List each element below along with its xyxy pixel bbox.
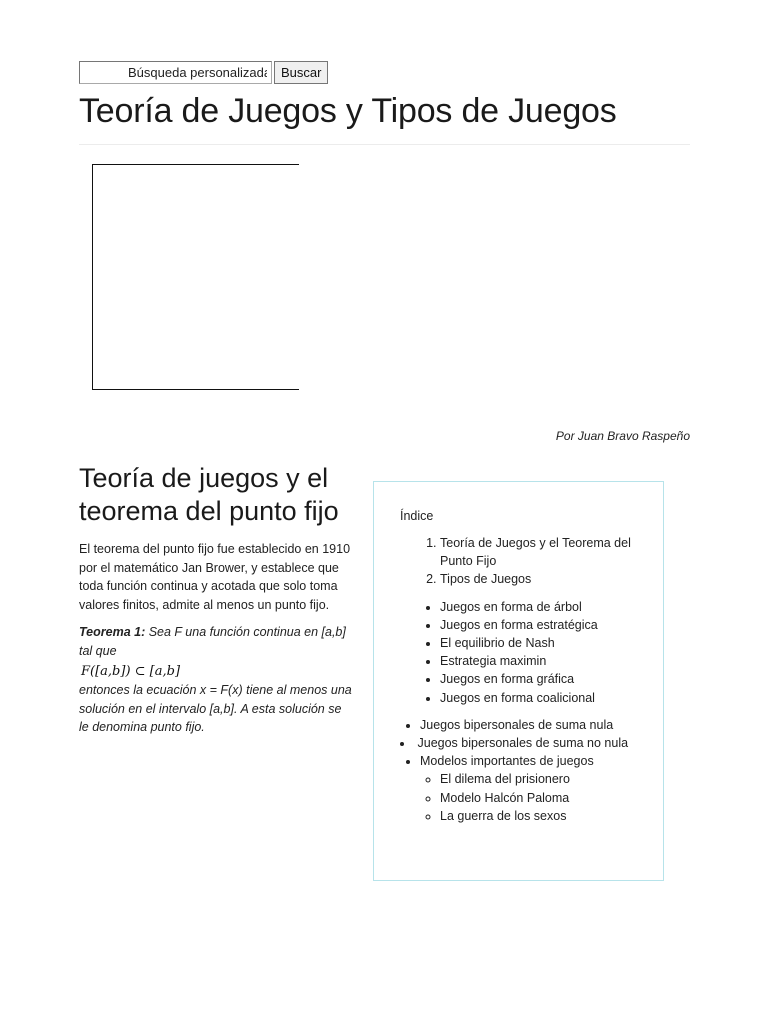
toc-item[interactable]: • Juegos en forma gráfica — [440, 670, 637, 688]
toc-title: Índice — [400, 509, 434, 523]
formula-text: F([a,b]) ⊂ [a,b] — [81, 664, 181, 679]
toc-item[interactable]: • Juegos en forma coalicional — [440, 689, 637, 707]
article-column — [79, 462, 354, 737]
toc-item[interactable]: ◦ Modelo Halcón Paloma — [440, 789, 637, 807]
toc-item[interactable]: • Juegos en forma estratégica — [440, 616, 637, 634]
search-bar — [79, 61, 328, 84]
formula-graphic — [79, 660, 189, 681]
title-divider — [79, 144, 690, 145]
toc-item[interactable]: 2. Tipos de Juegos — [440, 570, 637, 588]
theorem-paragraph — [79, 623, 354, 737]
search-button[interactable]: Buscar — [274, 61, 328, 84]
toc-item[interactable]: • Juegos en forma de árbol — [440, 598, 637, 616]
intro-paragraph: El teorema del punto fijo fue establecido en 1910 por el matemático Jan Brower, y establece que toda función continua y acotada que solo toma valores finitos, admite al menos un punto fijo. — [79, 542, 351, 612]
toc-item-label: Modelos importantes de juegos — [420, 754, 594, 769]
toc-item[interactable]: ◦ La guerra de los sexos — [440, 807, 637, 825]
toc-item[interactable]: 1. Teoría de Juegos y el Teorema del Punto Fijo — [440, 534, 637, 570]
toc-item[interactable]: • Estrategia maximin — [440, 652, 637, 670]
table-of-contents — [373, 481, 664, 881]
toc-item[interactable]: • Juegos bipersonales de suma no nula — [400, 734, 637, 752]
toc-item[interactable] — [420, 752, 637, 825]
formula — [79, 660, 354, 681]
toc-ordered-list — [400, 534, 637, 589]
toc-level1-list — [400, 716, 637, 825]
toc-item[interactable]: ◦ El dilema del prisionero — [440, 770, 637, 788]
author-byline: Por Juan Bravo Raspeño — [555, 429, 690, 443]
toc-nested-list — [420, 770, 637, 825]
ad-frame — [92, 164, 299, 390]
theorem-statement: Sea F una función continua en [a,b] tal que — [79, 625, 346, 658]
theorem-label: Teorema 1: — [79, 625, 146, 639]
theorem-conclusion: entonces la ecuación x = F(x) tiene al menos una solución en el intervalo [a,b]. A esta solución se le denomina punto fijo. — [79, 683, 352, 734]
section-heading: Teoría de juegos y el teorema del punto fijo — [79, 463, 339, 526]
search-input[interactable] — [79, 61, 272, 84]
toc-item[interactable]: • El equilibrio de Nash — [440, 634, 637, 652]
toc-sub-list — [400, 598, 637, 707]
page-title: Teoría de Juegos y Tipos de Juegos — [79, 92, 617, 130]
toc-item[interactable]: • Juegos bipersonales de suma nula — [420, 716, 637, 734]
